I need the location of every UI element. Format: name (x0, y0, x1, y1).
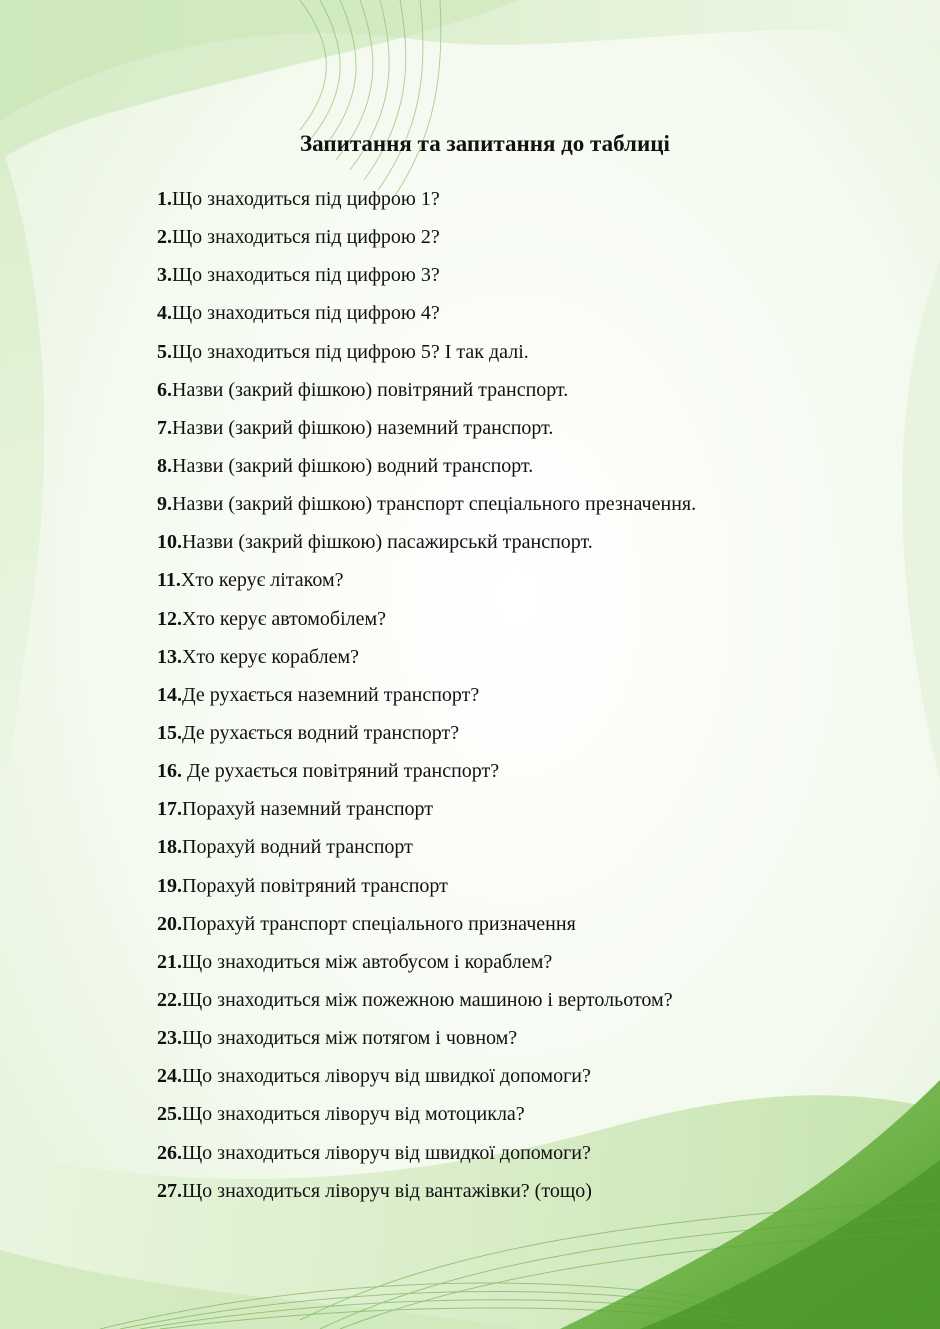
question-text: Що знаходиться між потягом і човном? (182, 1027, 518, 1050)
question-text: Що знаходиться під цифрою 1? (172, 188, 440, 210)
question-number: 13. (157, 645, 182, 668)
question-number: 5. (157, 340, 172, 363)
list-item (157, 1060, 837, 1098)
question-number: 8. (157, 454, 172, 477)
question-text: Що знаходиться між пожежною машиною і вертольотом? (182, 988, 673, 1011)
question-number: 1. (157, 188, 172, 210)
question-number: 25. (157, 1103, 182, 1126)
list-item (157, 488, 837, 526)
question-text: Що знаходиться під цифрою 5? І так далі. (172, 340, 529, 363)
question-text: Назви (закрий фішкою) транспорт спеціального презначення. (172, 493, 697, 516)
question-number: 10. (157, 531, 182, 554)
list-item (157, 259, 837, 297)
question-text: Що знаходиться між автобусом і кораблем? (182, 950, 553, 973)
list-item (157, 679, 837, 717)
question-text: Хто керує літаком? (180, 569, 344, 592)
question-text: Порахуй транспорт спеціального призначення (182, 912, 576, 935)
question-number: 6. (157, 378, 172, 401)
question-text: Порахуй наземний транспорт (182, 798, 434, 821)
list-item (157, 984, 837, 1022)
question-number: 21. (157, 950, 182, 973)
question-number: 9. (157, 493, 172, 516)
question-number: 16. (157, 760, 182, 783)
question-text: Що знаходиться під цифрою 3? (172, 264, 440, 287)
question-text: Хто керує автомобілем? (182, 607, 387, 630)
question-number: 22. (157, 988, 182, 1011)
list-item (157, 603, 837, 641)
question-list (157, 183, 837, 1213)
question-text: Що знаходиться ліворуч від швидкої допомоги? (182, 1065, 591, 1088)
list-item (157, 793, 837, 831)
question-number: 14. (157, 683, 182, 706)
list-item (157, 526, 837, 564)
question-number: 15. (157, 721, 182, 744)
list-item (157, 374, 837, 412)
list-item (157, 564, 837, 602)
question-number: 18. (157, 836, 182, 859)
list-item (157, 450, 837, 488)
question-number: 2. (157, 226, 172, 249)
list-item (157, 297, 837, 335)
list-item (157, 412, 837, 450)
question-number: 17. (157, 798, 182, 821)
question-number: 7. (157, 416, 172, 439)
list-item (157, 221, 837, 259)
question-number: 12. (157, 607, 182, 630)
list-item (157, 870, 837, 908)
question-number: 3. (157, 264, 172, 287)
list-item (157, 641, 837, 679)
question-text: Де рухається повітряний транспорт? (182, 760, 500, 783)
question-text: Що знаходиться під цифрою 2? (172, 226, 440, 249)
question-text: Порахуй повітряний транспорт (182, 874, 448, 897)
list-item (157, 717, 837, 755)
list-item (157, 946, 837, 984)
question-text: Де рухається наземний транспорт? (182, 683, 480, 706)
question-text: Що знаходиться ліворуч від вантажівки? (тощо) (182, 1179, 592, 1202)
question-text: Назви (закрий фішкою) повітряний транспорт. (172, 378, 569, 401)
question-text: Де рухається водний транспорт? (182, 721, 460, 744)
question-text: Порахуй водний транспорт (182, 836, 413, 859)
list-item (157, 908, 837, 946)
list-item (157, 1175, 837, 1213)
list-item (157, 336, 837, 374)
question-text: Назви (закрий фішкою) водний транспорт. (172, 454, 534, 477)
question-text: Назви (закрий фішкою) наземний транспорт. (172, 416, 554, 439)
list-item (157, 1022, 837, 1060)
page-title: Запитання та запитання до таблиці (300, 131, 670, 156)
list-item (157, 1137, 837, 1175)
list-item (157, 183, 837, 221)
question-text: Що знаходиться ліворуч від швидкої допомоги? (182, 1141, 591, 1164)
question-number: 4. (157, 302, 172, 325)
question-number: 27. (157, 1179, 182, 1202)
question-number: 19. (157, 874, 182, 897)
list-item (157, 831, 837, 869)
question-text: Що знаходиться під цифрою 4? (172, 302, 440, 325)
list-item (157, 1098, 837, 1136)
question-number: 11. (157, 569, 181, 592)
question-number: 24. (157, 1065, 182, 1088)
question-text: Що знаходиться ліворуч від мотоцикла? (182, 1103, 525, 1126)
question-text: Назви (закрий фішкою) пасажирськй транспорт. (182, 531, 593, 554)
question-text: Хто керує кораблем? (182, 645, 359, 668)
question-number: 26. (157, 1141, 182, 1164)
question-number: 23. (157, 1027, 182, 1050)
question-number: 20. (157, 912, 182, 935)
list-item (157, 755, 837, 793)
